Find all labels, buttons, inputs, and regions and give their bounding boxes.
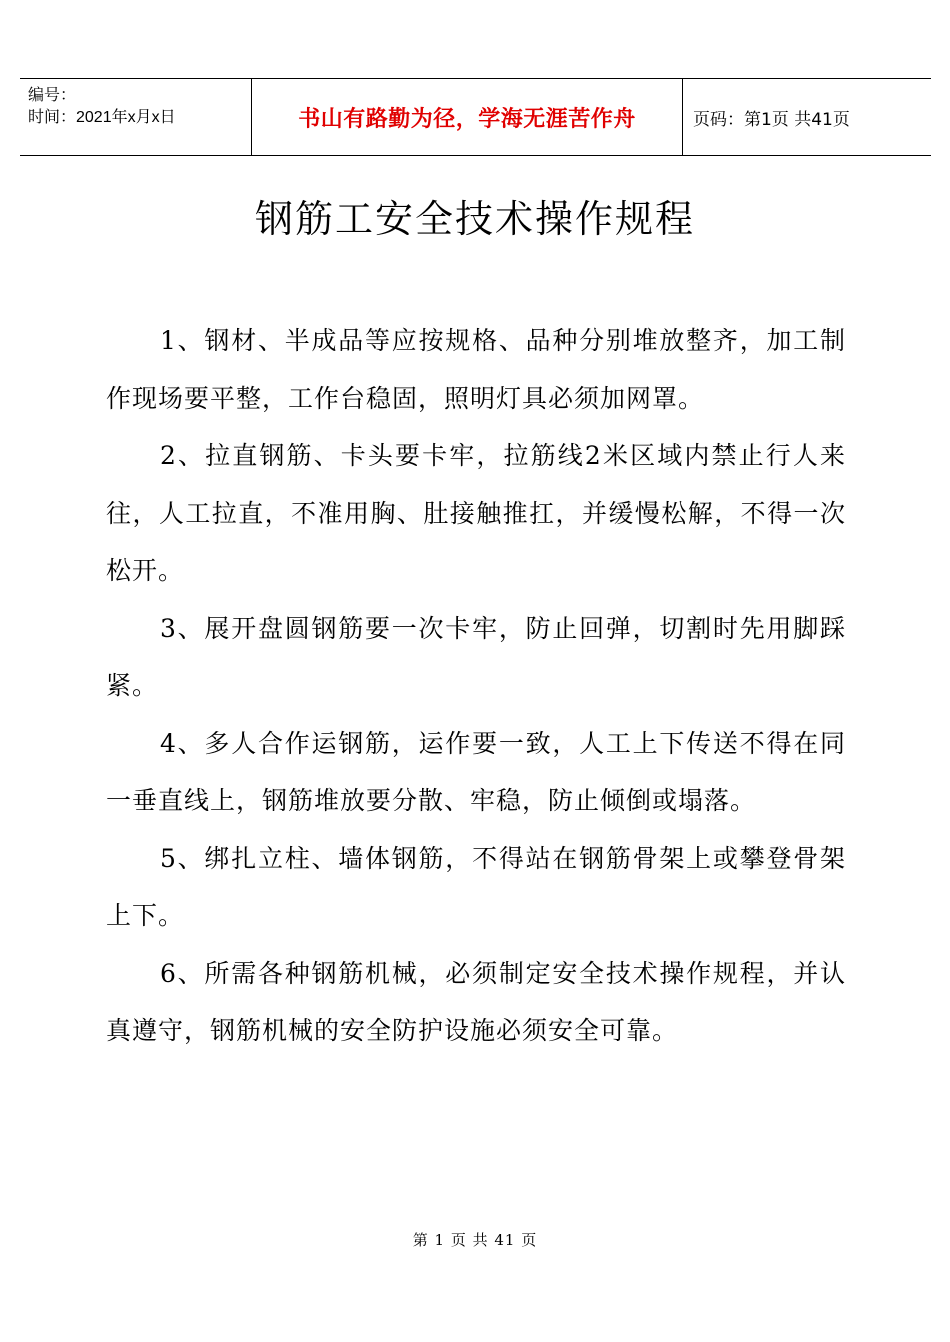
header-motto: 书山有路勤为径，学海无涯苦作舟 [298, 106, 636, 132]
header-meta [20, 79, 252, 155]
serial-number-label: 编号： [28, 87, 77, 104]
paragraph-2: 2、拉直钢筋、卡头要卡牢，拉筋线2米区域内禁止行人来往，人工拉直，不准用胸、肚接触推扛，并缓慢松解，不得一次松开。 [106, 441, 846, 585]
header-motto-cell [252, 79, 683, 155]
paragraph-5: 5、绑扎立柱、墙体钢筋，不得站在钢筋骨架上或攀登骨架上下。 [106, 843, 846, 930]
document-title: 钢筋工安全技术操作规程 [254, 197, 695, 241]
paragraph-3: 3、展开盘圆钢筋要一次卡牢，防止回弹，切割时先用脚踩紧。 [106, 613, 846, 700]
paragraph-4: 4、多人合作运钢筋，运作要一致，人工上下传送不得在同一垂直线上，钢筋堆放要分散、牢稳，防止倾倒或塌落。 [106, 728, 846, 815]
document-header [20, 78, 931, 156]
document-body [106, 312, 846, 1060]
header-page-info-cell [683, 79, 931, 155]
paragraph-6: 6、所需各种钢筋机械，必须制定安全技术操作规程，并认真遵守，钢筋机械的安全防护设施必须安全可靠。 [106, 958, 846, 1045]
page-footer: 第 1 页 共 41 页 [412, 1231, 538, 1249]
paragraph-1: 1、钢材、半成品等应按规格、品种分别堆放整齐，加工制作现场要平整，工作台稳固，照明灯具必须加网罩。 [106, 326, 846, 413]
header-page-info: 页码：第1页 共41页 [693, 109, 850, 130]
date-label: 时间：2021年x月x日 [28, 109, 176, 126]
